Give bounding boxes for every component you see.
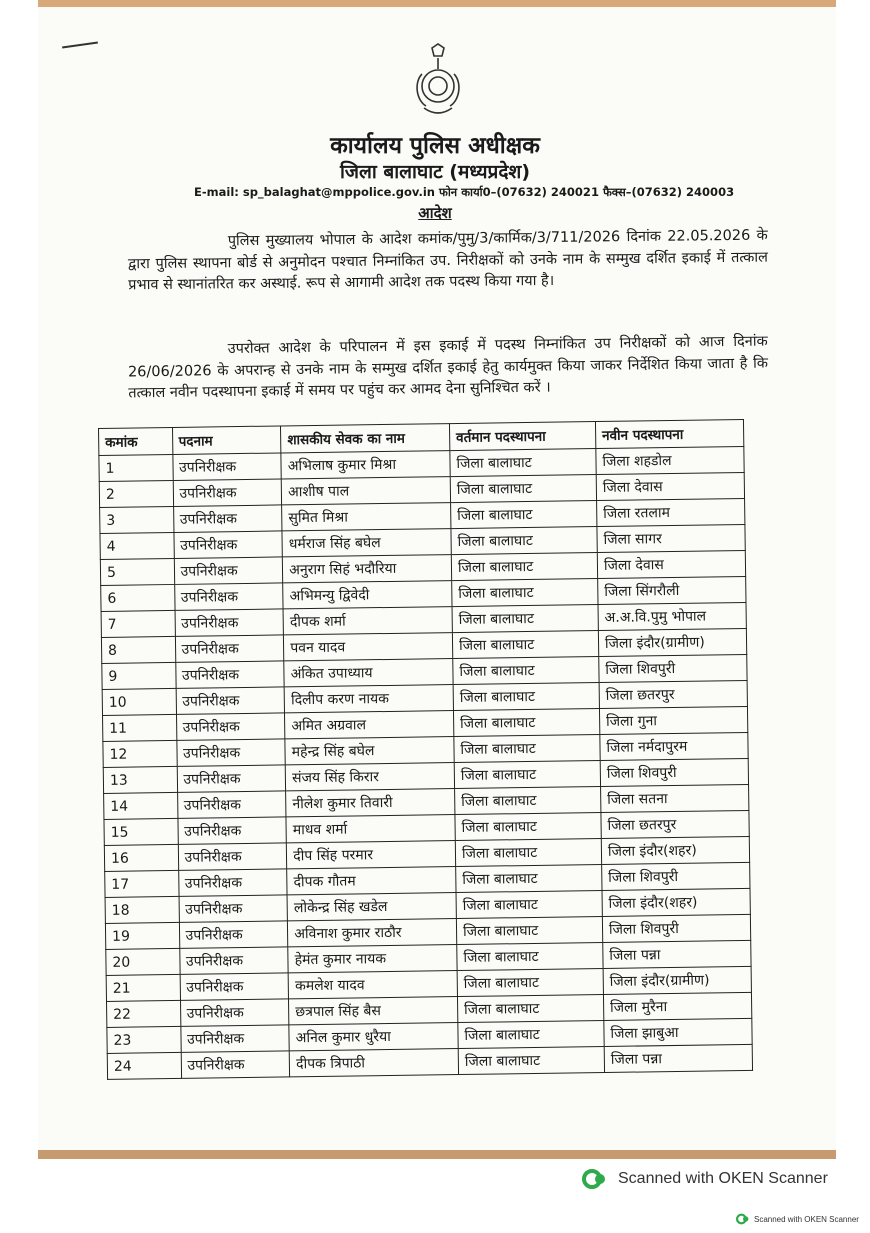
table-cell: अभिलाष कुमार मिश्रा (281, 451, 450, 479)
contact-line: E-mail: sp_balaghat@mppolice.gov.in फोन कार्या0–(07632) 240021 फैक्स–(07632) 240003 (194, 185, 735, 199)
table-cell: जिला सागर (597, 524, 745, 552)
table-cell: जिला बालाघाट (457, 994, 603, 1022)
table-cell: जिला सिंगरौली (598, 576, 746, 604)
column-header: शासकीय सेवक का नाम (281, 424, 450, 453)
transfer-table (98, 419, 753, 1080)
table-cell: जिला बालाघाट (451, 501, 597, 529)
table-cell: दीपक त्रिपाठी (289, 1049, 458, 1077)
table-cell: जिला झाबुआ (604, 1018, 752, 1046)
table-cell: जिला पन्ना (603, 940, 751, 968)
table-cell: 1 (99, 454, 173, 481)
table-cell: 20 (106, 948, 180, 975)
police-emblem-icon (410, 42, 466, 122)
table-cell: जिला शिवपुरी (600, 758, 748, 786)
table-cell: जिला बालाघाट (455, 839, 601, 867)
table-cell: हेमंत कुमार नायक (288, 945, 457, 973)
table-cell: जिला बालाघाट (456, 917, 602, 945)
table-cell: जिला बालाघाट (451, 553, 597, 581)
paragraph-1-text: पुलिस मुख्यालय भोपाल के आदेश कमांक/पुमु/3/कार्मिक/3/711/2026 दिनांक 22.05.2026 के द्वारा पुलिस स्थापना बोर्ड से अनुमोदन पश्चात निम्नांकित उप. निरीक्षकों को उनके नाम के सम्मुख दर्शित इकाई में तत्काल प्रभाव से स्थानांतरित कर अस्थाई. रूप से आगामी आदेश तक पदस्थ किया गया है। (127, 227, 769, 294)
table-cell: उपनिरीक्षक (177, 817, 286, 845)
table-cell: सुमित मिश्रा (282, 503, 451, 531)
table-cell: जिला बालाघाट (454, 735, 600, 763)
table-cell: महेन्द्र सिंह बघेल (285, 737, 454, 765)
table-cell: अभिमन्यु द्विवेदी (283, 581, 452, 609)
table-cell: जिला छतरपुर (601, 810, 749, 838)
table-cell: जिला देवास (597, 550, 745, 578)
table-cell: 5 (100, 558, 174, 585)
table-cell: दीप सिंह परमार (287, 841, 456, 869)
table-cell: अ.अ.वि.पुमु भोपाल (598, 602, 746, 630)
table-cell: जिला बालाघाट (453, 657, 599, 685)
table-cell: उपनिरीक्षक (174, 557, 283, 585)
watermark-text: Scanned with OKEN Scanner (618, 1170, 828, 1187)
table-cell: जिला बालाघाट (452, 631, 598, 659)
table-cell: जिला इंदौर(शहर) (601, 836, 749, 864)
office-title: कार्यालय पुलिस अधीक्षक (330, 133, 540, 159)
scanner-watermark-small (736, 1213, 859, 1225)
table-cell: 2 (99, 480, 173, 507)
column-header: पदनाम (172, 426, 281, 455)
table-cell: उपनिरीक्षक (175, 609, 284, 637)
table-cell: अनिल कुमार धुरैया (289, 1023, 458, 1051)
table-cell: जिला शिवपुरी (602, 862, 750, 890)
table-cell: जिला बालाघाट (458, 1020, 604, 1048)
table-cell: लोकेन्द्र सिंह खडेल (287, 893, 456, 921)
table-cell: जिला छतरपुर (599, 680, 747, 708)
scanner-logo-icon (582, 1169, 608, 1189)
table-cell: उपनिरीक्षक (180, 999, 289, 1027)
table-cell: जिला शिवपुरी (599, 654, 747, 682)
table-cell: जिला बालाघाट (453, 709, 599, 737)
table-cell: उपनिरीक्षक (178, 843, 287, 871)
table-cell: जिला इंदौर(ग्रामीण) (603, 966, 751, 994)
table-cell: अमित अग्रवाल (285, 711, 454, 739)
table-cell: अंकित उपाध्याय (284, 659, 453, 687)
table-cell: दीपक गौतम (287, 867, 456, 895)
district-title: जिला बालाघाट (मध्यप्रदेश) (339, 161, 531, 183)
table-cell: उपनिरीक्षक (179, 895, 288, 923)
table-cell: जिला पन्ना (604, 1044, 752, 1072)
table-cell: 6 (101, 584, 175, 611)
column-header: नवीन पदस्थापना (595, 419, 743, 448)
table-cell: 22 (107, 1000, 181, 1027)
table-cell: उपनिरीक्षक (177, 765, 286, 793)
table-cell: उपनिरीक्षक (181, 1051, 290, 1079)
table-cell: उपनिरीक्षक (173, 479, 282, 507)
scan-top-edge (38, 0, 836, 7)
table-cell: 8 (101, 636, 175, 663)
order-title: आदेश (418, 204, 452, 222)
table-cell: धर्मराज सिंह बघेल (282, 529, 451, 557)
table-cell: 13 (103, 766, 177, 793)
table-cell: उपनिरीक्षक (179, 921, 288, 949)
table-cell: कमलेश यादव (288, 971, 457, 999)
table-cell: उपनिरीक्षक (180, 973, 289, 1001)
table-cell: 16 (104, 844, 178, 871)
table-cell: जिला बालाघाट (450, 475, 596, 503)
table-cell: जिला सतना (600, 784, 748, 812)
table-cell: जिला नर्मदापुरम (600, 732, 748, 760)
table-cell: 3 (100, 506, 174, 533)
table-cell: जिला बालाघाट (452, 605, 598, 633)
table-cell: 11 (103, 714, 177, 741)
table-cell: नीलेश कुमार तिवारी (286, 789, 455, 817)
table-cell: 15 (104, 818, 178, 845)
table-cell: जिला शिवपुरी (602, 914, 750, 942)
table-cell: जिला बालाघाट (457, 943, 603, 971)
table-cell: जिला बालाघाट (458, 1046, 604, 1074)
watermark-text-small: Scanned with OKEN Scanner (754, 1214, 859, 1224)
table-cell: 18 (105, 896, 179, 923)
table-cell: 24 (107, 1052, 181, 1079)
table-cell: जिला इंदौर(शहर) (602, 888, 750, 916)
table-cell: 12 (103, 740, 177, 767)
table-cell: जिला बालाघाट (451, 527, 597, 555)
table-cell: पवन यादव (284, 633, 453, 661)
table-cell: दिलीप करण नायक (284, 685, 453, 713)
table-cell: 14 (104, 792, 178, 819)
table-cell: दीपक शर्मा (283, 607, 452, 635)
table-cell: उपनिरीक्षक (177, 791, 286, 819)
table-cell: 23 (107, 1026, 181, 1053)
order-paragraph-1 (128, 226, 769, 297)
scan-bottom-edge (38, 1150, 836, 1159)
table-cell: उपनिरीक्षक (172, 453, 281, 481)
table-cell: जिला बालाघाट (453, 683, 599, 711)
column-header: वर्तमान पदस्थापना (449, 422, 595, 451)
scanner-logo-icon (736, 1213, 750, 1225)
table-cell: 17 (105, 870, 179, 897)
table-cell: अनुराग सिहं भदौरिया (283, 555, 452, 583)
table-cell: जिला बालाघाट (455, 787, 601, 815)
column-header: कमांक (99, 427, 173, 455)
table-cell: जिला बालाघाट (456, 891, 602, 919)
table-cell: जिला बालाघाट (450, 449, 596, 477)
table-cell: माधव शर्मा (286, 815, 455, 843)
table-cell: उपनिरीक्षक (176, 739, 285, 767)
table-cell: उपनिरीक्षक (175, 635, 284, 663)
table-cell: जिला बालाघाट (452, 579, 598, 607)
table-cell: अविनाश कुमार राठौर (288, 919, 457, 947)
table-cell: 9 (102, 662, 176, 689)
table-cell: संजय सिंह किरार (285, 763, 454, 791)
table-cell: उपनिरीक्षक (174, 583, 283, 611)
table-cell: जिला शहडोल (596, 446, 744, 474)
table-cell: 4 (100, 532, 174, 559)
table-cell: उपनिरीक्षक (173, 505, 282, 533)
table-cell: उपनिरीक्षक (176, 687, 285, 715)
table-cell: जिला मुरैना (603, 992, 751, 1020)
table-cell: उपनिरीक्षक (178, 869, 287, 897)
table-cell: जिला इंदौर(ग्रामीण) (598, 628, 746, 656)
table-cell: उपनिरीक्षक (173, 531, 282, 559)
paragraph-2-text: उपरोक्त आदेश के परिपालन में इस इकाई में पदस्थ निम्नांकित उप निरीक्षकों को आज दिनांक 26/06/2026 के अपरान्ह से उनके नाम के सम्मुख दर्शित इकाई हेतु कार्यमुक्त किया जाकर निर्देशित किया जाता है कि तत्काल नवीन पदस्थापना इकाई में समय पर पहुंच कर आमद देना सुनिश्चित करें । (127, 333, 769, 402)
order-paragraph-2 (128, 332, 769, 405)
table-cell: उपनिरीक्षक (180, 1025, 289, 1053)
table-cell: छत्रपाल सिंह बैस (289, 997, 458, 1025)
table-cell: 10 (102, 688, 176, 715)
table-cell: जिला बालाघाट (455, 813, 601, 841)
table-cell: जिला बालाघाट (454, 761, 600, 789)
table-cell: आशीष पाल (281, 477, 450, 505)
table-cell: जिला देवास (596, 472, 744, 500)
table-cell: 21 (106, 974, 180, 1001)
table-cell: 7 (101, 610, 175, 637)
table-cell: जिला बालाघाट (456, 865, 602, 893)
table-cell: जिला रतलाम (596, 498, 744, 526)
table-cell: उपनिरीक्षक (176, 713, 285, 741)
table-cell: जिला बालाघाट (457, 969, 603, 997)
scanner-watermark (582, 1169, 828, 1189)
table-cell: उपनिरीक्षक (179, 947, 288, 975)
table-cell: 19 (105, 922, 179, 949)
table-cell: जिला गुना (599, 706, 747, 734)
table-cell: उपनिरीक्षक (175, 661, 284, 689)
